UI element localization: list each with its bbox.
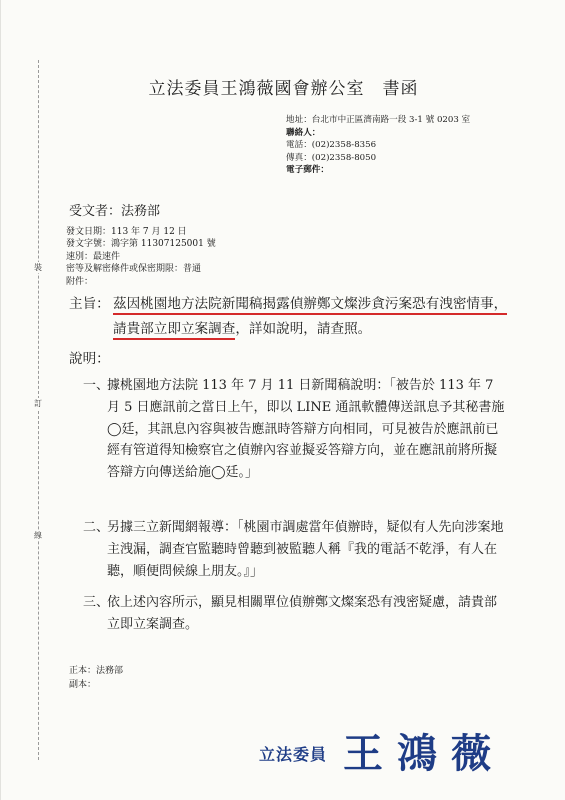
item-number: 二、 [83,520,110,535]
binding-mark-xian: 線 [31,530,45,541]
item-text: 依上述內容所示，顯見相關單位偵辦鄭文燦案恐有洩密疑慮，請貴部立即立案調查。 [107,595,498,632]
binding-margin-line [38,60,39,760]
attachment: 附件： [66,276,94,287]
item-text: 據桃園地方法院 113 年 7 月 11 日新聞稿說明：「被告於 113 年 7 月 5 日應訊前之當日上午，即以 LINE 通訊軟體傳送訊息予其秘書施◯廷，其訊息內容與被告應訊時答辯方向相同，可見被告於應訊前已經有管道得知檢察官之偵辦內容並擬妥答辯方向，並在應訊前將所擬答辯方向傳送給施◯廷。」 [107,378,505,481]
subject-highlighted-text: 茲因桃園地方法院新聞稿揭露偵辦鄭文燦涉貪污案恐有洩密情事，請貴部立即立案調查 [113,296,507,340]
document-title: 立法委員王鴻薇國會辦公室 書函 [148,79,419,99]
sender-info [286,114,470,177]
explanation-label: 說明： [69,351,110,367]
secrecy-level: 密等及解密條件或保密期限：普通 [66,264,202,275]
signature-stamp [259,716,539,776]
copy-recipient: 副本： [69,680,97,690]
item-number: 一、 [83,378,110,393]
sender-phone: 電話：(02)2358-8356 [286,140,377,151]
receiver: 受文者：法務部 [69,204,161,219]
binding-mark-zhuang: 裝 [31,262,45,273]
sender-fax: 傳真：(02)2358-8050 [286,152,377,163]
document-meta [66,226,216,288]
delivery-speed: 速別：最速件 [66,251,121,262]
item-number: 三、 [83,595,110,610]
sender-address: 地址：台北市中正區濟南路一段 3-1 號 0203 室 [286,115,471,125]
issue-number: 發文字號：鴻字第 11307125001 號 [66,239,216,250]
subject-text [113,292,509,342]
main-recipient: 正本：法務部 [69,666,124,676]
subject-trailing-text: ，詳如說明，請查照。 [235,321,372,337]
signature-name: 王鴻薇 [343,730,505,777]
sender-contact: 聯絡人： [286,127,321,138]
sender-email: 電子郵件： [286,165,329,176]
item-text: 另據三立新聞網報導：「桃園市調處當年偵辦時，疑似有人先向涉案地主洩漏，調查官監聽時曾聽到被監聽人稱『我的電話不乾淨，有人在聽，順便問候線上朋友。』」 [107,520,504,579]
signature-title: 立法委員 [259,745,328,764]
subject-label: 主旨： [69,296,110,312]
recipients [69,664,123,692]
issue-date: 發文日期：113 年 7 月 12 日 [66,227,187,237]
binding-mark-ding: 訂 [31,398,45,409]
